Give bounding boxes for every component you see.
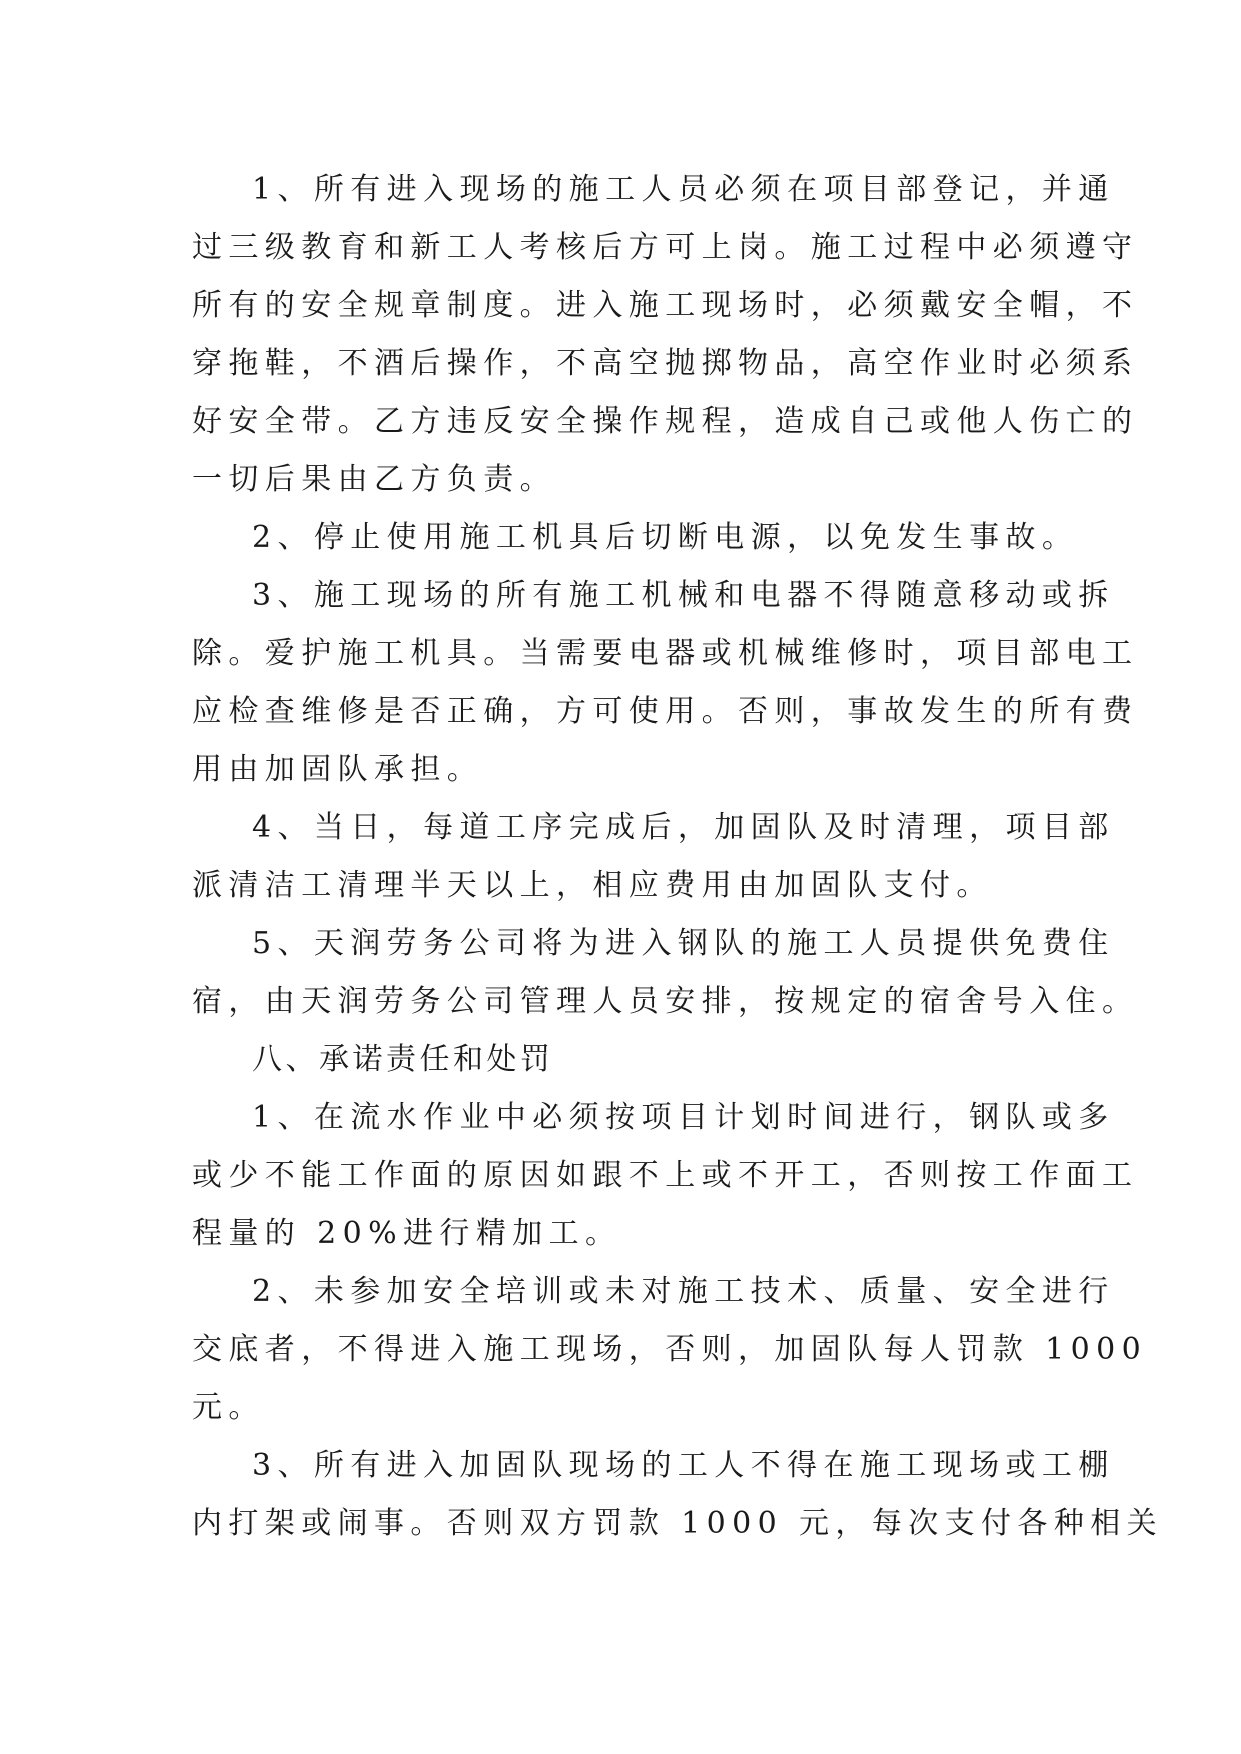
paragraph-line: 1、所有进入现场的施工人员必须在项目部登记，并通: [252, 172, 1115, 207]
section-heading: 八、承诺责任和处罚: [252, 1042, 554, 1077]
paragraph-line: 4、当日，每道工序完成后，加固队及时清理，项目部: [252, 810, 1115, 845]
paragraph-line: 程量的 20%进行精加工。: [192, 1216, 622, 1251]
paragraph-line: 3、所有进入加固队现场的工人不得在施工现场或工棚: [252, 1448, 1115, 1483]
paragraph-line: 宿，由天润劳务公司管理人员安排，按规定的宿舍号入住。: [192, 984, 1139, 1019]
paragraph-line: 2、停止使用施工机具后切断电源，以免发生事故。: [252, 520, 1079, 555]
paragraph-line: 元。: [192, 1390, 265, 1425]
paragraph-line: 5、天润劳务公司将为进入钢队的施工人员提供免费住: [252, 926, 1115, 961]
paragraph-line: 派清洁工清理半天以上，相应费用由加固队支付。: [192, 868, 993, 903]
paragraph-line: 用由加固队承担。: [192, 752, 484, 787]
paragraph-line: 2、未参加安全培训或未对施工技术、质量、安全进行: [252, 1274, 1115, 1309]
paragraph-line: 或少不能工作面的原因如跟不上或不开工，否则按工作面工: [192, 1158, 1139, 1193]
paragraph-line: 过三级教育和新工人考核后方可上岗。施工过程中必须遵守: [192, 230, 1139, 265]
paragraph-line: 穿拖鞋，不酒后操作，不高空抛掷物品，高空作业时必须系: [192, 346, 1139, 381]
paragraph-line: 3、施工现场的所有施工机械和电器不得随意移动或拆: [252, 578, 1115, 613]
paragraph-line: 除。爱护施工机具。当需要电器或机械维修时，项目部电工: [192, 636, 1139, 671]
paragraph-line: 一切后果由乙方负责。: [192, 462, 556, 497]
paragraph-line: 好安全带。乙方违反安全操作规程，造成自己或他人伤亡的: [192, 404, 1139, 439]
paragraph-line: 所有的安全规章制度。进入施工现场时，必须戴安全帽，不: [192, 288, 1139, 323]
paragraph-line: 1、在流水作业中必须按项目计划时间进行，钢队或多: [252, 1100, 1115, 1135]
paragraph-line: 应检查维修是否正确，方可使用。否则，事故发生的所有费: [192, 694, 1139, 729]
paragraph-line: 内打架或闹事。否则双方罚款 1000 元，每次支付各种相关: [192, 1506, 1164, 1541]
paragraph-line: 交底者，不得进入施工现场，否则，加固队每人罚款 1000: [192, 1332, 1148, 1367]
